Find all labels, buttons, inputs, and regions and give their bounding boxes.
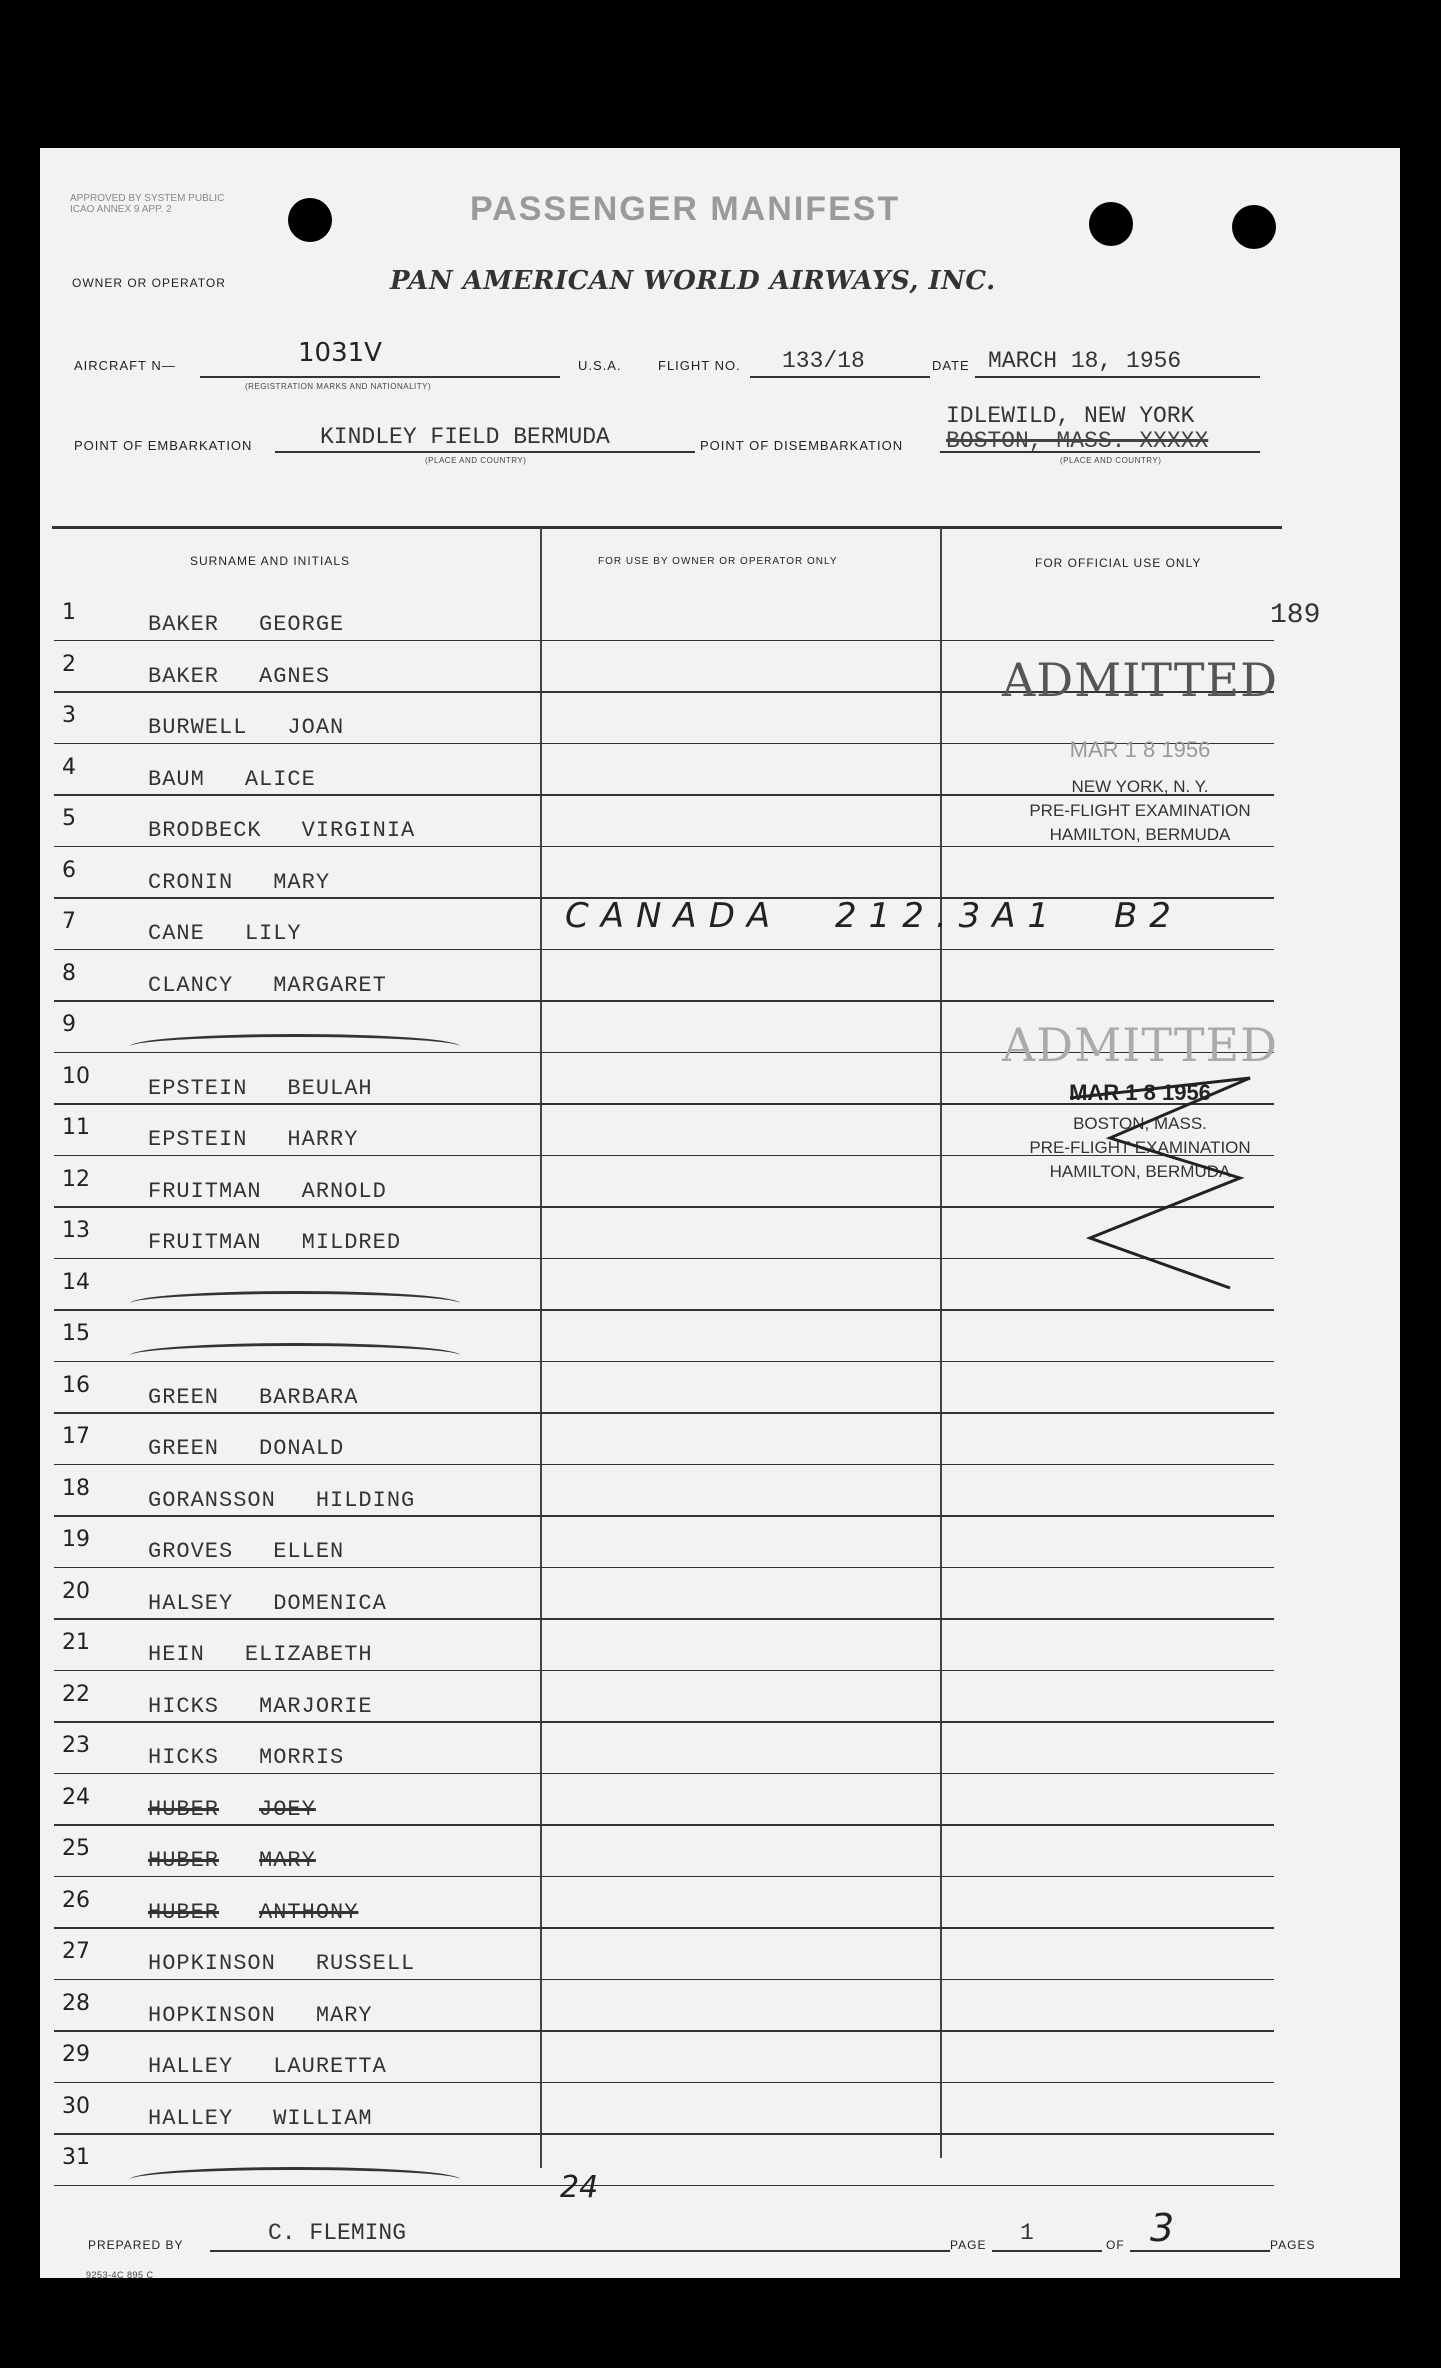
passenger-name: [148, 1797, 316, 1822]
surname: HEIN: [148, 1642, 205, 1667]
surname: HICKS: [148, 1745, 220, 1770]
table-row: [40, 1682, 1400, 1734]
passenger-name: [148, 1951, 415, 1976]
given-name: MORRIS: [259, 1745, 345, 1770]
punch-hole: [1232, 205, 1276, 249]
table-row: [40, 961, 1400, 1013]
row-number: 9: [62, 1012, 76, 1037]
surname: FRUITMAN: [148, 1178, 262, 1204]
aircraft-value: 1031V: [298, 338, 382, 368]
surname: HALLEY: [148, 2105, 234, 2131]
table-row: [40, 1733, 1400, 1785]
given-name: MILDRED: [301, 1230, 402, 1255]
passenger-name: [148, 664, 330, 689]
given-name: LILY: [244, 921, 302, 946]
row-rule: [54, 1464, 1274, 1466]
passenger-name: [148, 1179, 387, 1204]
given-name: JOEY: [259, 1796, 316, 1822]
row-number: 1: [62, 600, 76, 625]
col-official-header: FOR OFFICIAL USE ONLY: [1035, 556, 1202, 570]
row-rule: [54, 1927, 1274, 1929]
row-number: 7: [62, 909, 76, 934]
row-number: 19: [62, 1527, 90, 1552]
row-rule: [54, 2082, 1274, 2084]
col-surname-header: SURNAME AND INITIALS: [190, 554, 351, 568]
given-name: BEULAH: [287, 1075, 373, 1101]
table-row: [40, 1579, 1400, 1631]
passenger-name: [148, 818, 415, 843]
given-name: DONALD: [259, 1436, 345, 1461]
admitted-stamp-newyork: ADMITTED MAR 1 8 1956 NEW YORK, N. Y. PRE-FLIGHT EXAMINATION HAMILTON, BERMUDA: [1001, 653, 1279, 844]
disembark-struck: BOSTON, MASS. XXXXX: [946, 428, 1209, 454]
row-number: 4: [62, 754, 76, 780]
passenger-name: [148, 1745, 344, 1770]
given-name: HARRY: [287, 1127, 359, 1152]
passenger-name: [148, 1694, 373, 1719]
passenger-name: [148, 1127, 358, 1152]
surname: HUBER: [148, 1848, 220, 1873]
passenger-name: [148, 2003, 373, 2028]
approval-note: APPROVED BY SYSTEM PUBLIC ICAO ANNEX 9 APP. 2: [70, 193, 225, 215]
scribble-out: [130, 1034, 460, 1059]
page-label: PAGE: [950, 2238, 987, 2252]
given-name: ALICE: [244, 766, 316, 792]
surname: GROVES: [148, 1539, 234, 1564]
row7-note: CANADA 212.3A1 B2: [565, 896, 1183, 936]
given-name: MARGARET: [273, 972, 387, 998]
form-code: 9253-4C 895 C: [86, 2270, 154, 2280]
scribble-out: [130, 2167, 460, 2192]
table-row: [40, 1424, 1400, 1476]
scribble-out: [130, 1343, 460, 1368]
col-owner-header: FOR USE BY OWNER OR OPERATOR ONLY: [598, 556, 838, 567]
cancel-mark: [1050, 1028, 1290, 1358]
passenger-name: [148, 921, 302, 946]
passenger-name: [148, 1076, 373, 1101]
given-name: HILDING: [315, 1487, 416, 1513]
owner-value: PAN AMERICAN WORLD AIRWAYS, INC.: [390, 266, 996, 296]
surname: EPSTEIN: [148, 1127, 248, 1152]
given-name: JOAN: [287, 715, 345, 740]
passenger-name: [148, 1230, 401, 1255]
row-number: 29: [62, 2042, 90, 2067]
given-name: BARBARA: [259, 1384, 359, 1410]
given-name: MARJORIE: [259, 1693, 373, 1719]
table-row: [40, 1785, 1400, 1837]
table-row: [40, 1836, 1400, 1888]
date-label: DATE: [932, 358, 970, 373]
given-name: ELLEN: [273, 1539, 345, 1564]
table-row: [40, 1527, 1400, 1579]
form-title: PASSENGER MANIFEST: [470, 190, 901, 228]
row-number: 23: [62, 1733, 90, 1758]
passenger-name: [148, 1436, 344, 1461]
row-rule: [54, 2030, 1274, 2032]
table-row: [40, 1991, 1400, 2043]
row-number: 10: [62, 1063, 90, 1089]
manifest-sheet: [40, 148, 1400, 2278]
passenger-name: [148, 1900, 358, 1925]
disembark-label: POINT OF DISEMBARKATION: [700, 438, 904, 453]
row-rule: [54, 1618, 1274, 1620]
surname: FRUITMAN: [148, 1230, 262, 1255]
aircraft-label: AIRCRAFT N—: [74, 358, 176, 373]
row-rule: [54, 2133, 1274, 2135]
admitted-stamp-boston: ADMITTED MAR 1 8 1956 BOSTON, MASS. PRE-FLIGHT EXAMINATION HAMILTON, BERMUDA: [1001, 1018, 1279, 1181]
of-value: 3: [1150, 2206, 1175, 2250]
surname: GREEN: [148, 1436, 220, 1461]
surname: HUBER: [148, 1899, 220, 1925]
row-rule: [54, 1979, 1274, 1981]
given-name: AGNES: [259, 663, 331, 689]
surname: EPSTEIN: [148, 1075, 248, 1101]
table-row: [40, 2094, 1400, 2146]
table-row: [40, 1888, 1400, 1940]
surname: CRONIN: [148, 869, 234, 895]
row-number: 8: [62, 960, 76, 986]
row-number: 26: [62, 1887, 90, 1913]
page-value: 1: [1020, 2220, 1034, 2246]
flight-value: 133/18: [782, 348, 865, 374]
row-number: 17: [62, 1424, 90, 1449]
passenger-name: [148, 1385, 358, 1410]
surname: BAKER: [148, 612, 220, 637]
row-number: 30: [62, 2093, 90, 2119]
surname: CANE: [148, 921, 205, 946]
row-rule: [54, 1773, 1274, 1775]
given-name: ELIZABETH: [244, 1642, 373, 1667]
row-number: 18: [62, 1475, 90, 1501]
given-name: VIRGINIA: [301, 818, 416, 843]
table-row: [40, 2042, 1400, 2094]
scribble-out: [130, 1291, 460, 1316]
row-rule: [54, 1567, 1274, 1569]
table-row: [40, 1476, 1400, 1528]
table-row: [40, 1630, 1400, 1682]
embark-value: KINDLEY FIELD BERMUDA: [320, 424, 610, 450]
aircraft-sub: (REGISTRATION MARKS AND NATIONALITY): [245, 382, 432, 391]
embark-label: POINT OF EMBARKATION: [74, 438, 253, 453]
table-row: [40, 2145, 1400, 2197]
surname: HOPKINSON: [148, 1951, 276, 1976]
passenger-name: [148, 715, 344, 740]
surname: GORANSSON: [148, 1487, 276, 1513]
passenger-name: [148, 2054, 387, 2079]
passenger-name: [148, 1591, 387, 1616]
row-number: 16: [62, 1372, 90, 1398]
row-number: 11: [62, 1115, 90, 1140]
row-number: 14: [62, 1269, 90, 1295]
surname: HALSEY: [148, 1590, 234, 1616]
of-label: OF: [1106, 2238, 1125, 2252]
given-name: DOMENICA: [273, 1590, 387, 1616]
surname: HICKS: [148, 1693, 220, 1719]
row-rule: [54, 1721, 1274, 1723]
passenger-name: [148, 1539, 344, 1564]
row-rule: [54, 1515, 1274, 1517]
row-number: 27: [62, 1939, 90, 1964]
row-number: 31: [62, 2145, 90, 2170]
row-number: 6: [62, 857, 76, 883]
surname: BRODBECK: [148, 818, 262, 843]
date-value: MARCH 18, 1956: [988, 348, 1182, 374]
row-rule: [54, 1876, 1274, 1878]
row-rule: [54, 640, 1274, 642]
passenger-name: [148, 1642, 373, 1667]
usa-label: U.S.A.: [578, 358, 622, 373]
passenger-name: [148, 973, 387, 998]
row-rule: [54, 1670, 1274, 1672]
table-row: [40, 1939, 1400, 1991]
surname: GREEN: [148, 1384, 220, 1410]
surname: HOPKINSON: [148, 2002, 276, 2028]
punch-hole: [1089, 202, 1133, 246]
given-name: GEORGE: [259, 612, 345, 637]
given-name: ANTHONY: [259, 1899, 359, 1925]
row-number: 2: [62, 651, 76, 677]
given-name: LAURETTA: [273, 2054, 387, 2079]
row-number: 15: [62, 1321, 90, 1346]
surname: BAKER: [148, 663, 220, 689]
given-name: MARY: [315, 2002, 373, 2028]
row-number: 20: [62, 1578, 90, 1604]
prepared-label: PREPARED BY: [88, 2238, 184, 2252]
owner-label: OWNER OR OPERATOR: [72, 276, 226, 290]
passenger-name: [148, 2106, 373, 2131]
row-rule: [54, 949, 1274, 951]
total-count: 24: [560, 2170, 599, 2205]
passenger-name: [148, 1848, 316, 1873]
manifest-count: 189: [1270, 600, 1321, 631]
row-rule: [54, 1412, 1274, 1414]
prepared-value: C. FLEMING: [268, 2220, 407, 2246]
row-number: 25: [62, 1836, 90, 1861]
surname: CLANCY: [148, 972, 234, 998]
row-number: 22: [62, 1681, 90, 1707]
embark-sub: (PLACE AND COUNTRY): [425, 456, 527, 465]
given-name: RUSSELL: [315, 1951, 416, 1976]
flight-label: FLIGHT NO.: [658, 358, 741, 373]
passenger-name: [148, 1488, 415, 1513]
given-name: ARNOLD: [301, 1178, 387, 1204]
given-name: WILLIAM: [273, 2105, 373, 2131]
given-name: MARY: [273, 869, 331, 895]
surname: HALLEY: [148, 2054, 234, 2079]
passenger-name: [148, 870, 330, 895]
given-name: MARY: [259, 1848, 316, 1873]
passenger-name: [148, 612, 344, 637]
row-number: 12: [62, 1166, 90, 1192]
disembark-sub: (PLACE AND COUNTRY): [1060, 456, 1162, 465]
row-number: 5: [62, 806, 76, 831]
row-number: 13: [62, 1218, 90, 1243]
row-number: 28: [62, 1990, 90, 2016]
surname: BAUM: [148, 766, 205, 792]
row-rule: [54, 1000, 1274, 1002]
surname: BURWELL: [148, 715, 248, 740]
surname: HUBER: [148, 1796, 220, 1822]
passenger-name: [148, 767, 316, 792]
row-number: 3: [62, 703, 76, 728]
pages-label: PAGES: [1270, 2238, 1316, 2252]
row-number: 24: [62, 1784, 90, 1810]
punch-hole: [288, 198, 332, 242]
row-number: 21: [62, 1630, 90, 1655]
table-row: [40, 1373, 1400, 1425]
disembark-value: IDLEWILD, NEW YORK: [946, 403, 1195, 429]
table-row: [40, 600, 1400, 652]
row-rule: [54, 1824, 1274, 1826]
